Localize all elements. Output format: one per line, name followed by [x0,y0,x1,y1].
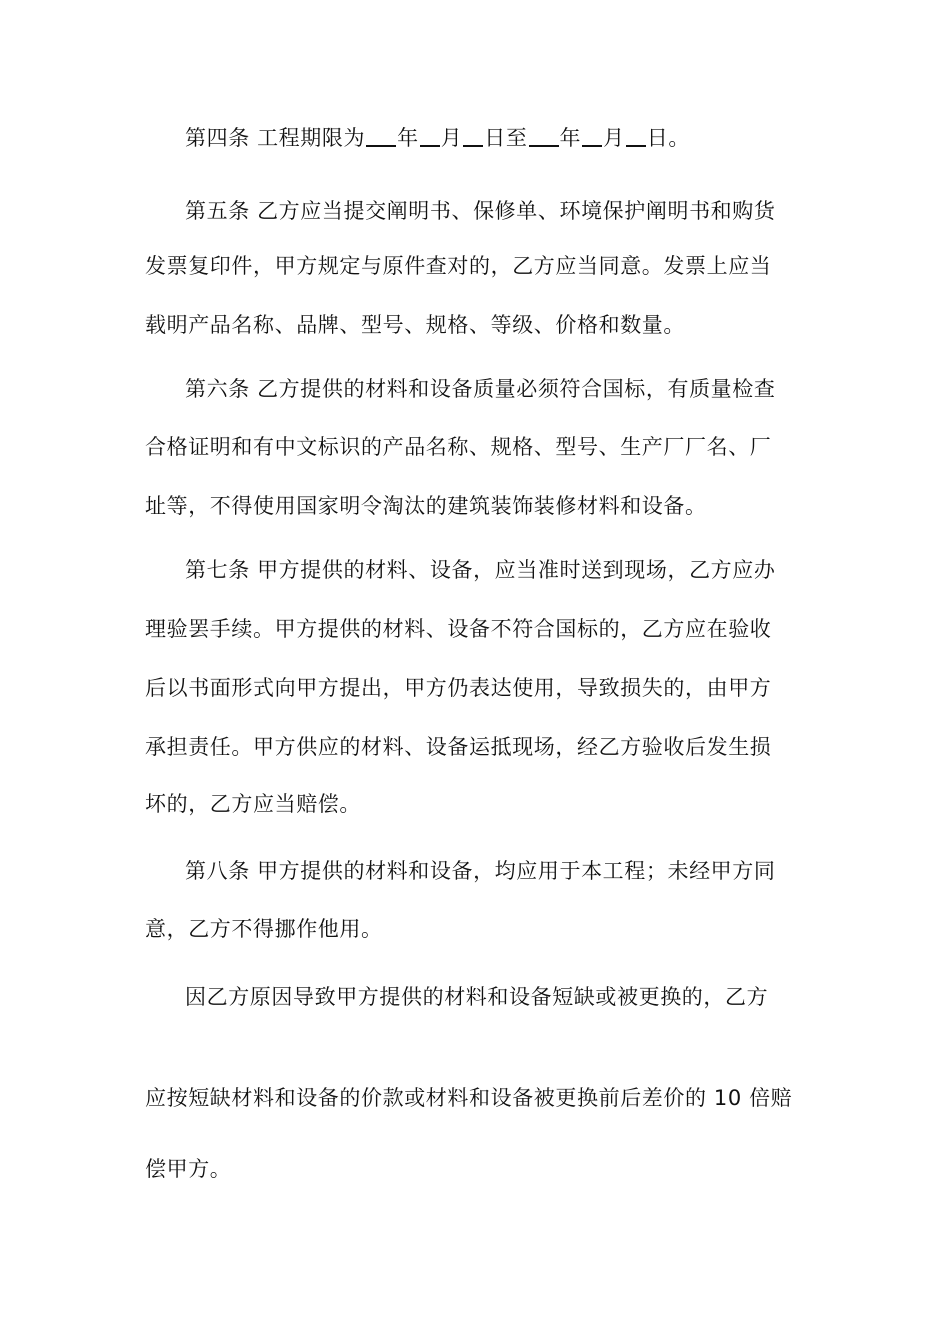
article-5-line-2: 发票复印件，甲方规定与原件查对的，乙方应当同意。发票上应当 [145,254,772,278]
article-4-text-6: 月 [603,126,625,150]
article-4-text-2: 年 [397,126,419,150]
article-6-line-2: 合格证明和有中文标识的产品名称、规格、型号、生产厂厂名、厂 [145,435,772,459]
article-4-text-7: 日。 [646,126,690,150]
blank-month-end [582,125,602,147]
article-6-line-1: 第六条 乙方提供的材料和设备质量必须符合国标，有质量检查 [185,377,776,401]
article-7-line-5: 坏的，乙方应当赔偿。 [145,792,361,816]
closing-line-2: 应按短缺材料和设备的价款或材料和设备被更换前后差价的 10 倍赔 [145,1086,793,1110]
article-7-line-1: 第七条 甲方提供的材料、设备，应当准时送到现场，乙方应办 [185,558,776,582]
article-5-line-1: 第五条 乙方应当提交阐明书、保修单、环境保护阐明书和购货 [185,199,776,223]
article-7-line-2: 理验罢手续。甲方提供的材料、设备不符合国标的，乙方应在验收 [145,617,772,641]
article-7-line-4: 承担责任。甲方供应的材料、设备运抵现场，经乙方验收后发生损 [145,735,772,759]
blank-day-end [626,125,646,147]
article-4-text-4: 日至 [484,126,528,150]
article-6-line-3: 址等，不得使用国家明令淘汰的建筑装饰装修材料和设备。 [145,494,707,518]
article-8-line-1: 第八条 甲方提供的材料和设备，均应用于本工程；未经甲方同 [185,859,776,883]
article-4-text-5: 年 [559,126,582,150]
closing-line-1: 因乙方原因导致甲方提供的材料和设备短缺或被更换的，乙方 [185,985,769,1009]
blank-day-start [463,125,483,147]
blank-year-end [529,125,559,147]
blank-year-start [366,125,396,147]
blank-month-start [420,125,440,147]
article-7-line-3: 后以书面形式向甲方提出，甲方仍表达使用，导致损失的，由甲方 [145,676,772,700]
closing-line-3: 偿甲方。 [145,1157,232,1181]
article-8-line-2: 意，乙方不得挪作他用。 [145,917,383,941]
article-4-line [185,123,805,153]
article-4-text-1: 第四条 工程期限为 [185,126,366,150]
article-4-text-3: 月 [440,126,463,150]
article-5-line-3: 载明产品名称、品牌、型号、规格、等级、价格和数量。 [145,313,685,337]
